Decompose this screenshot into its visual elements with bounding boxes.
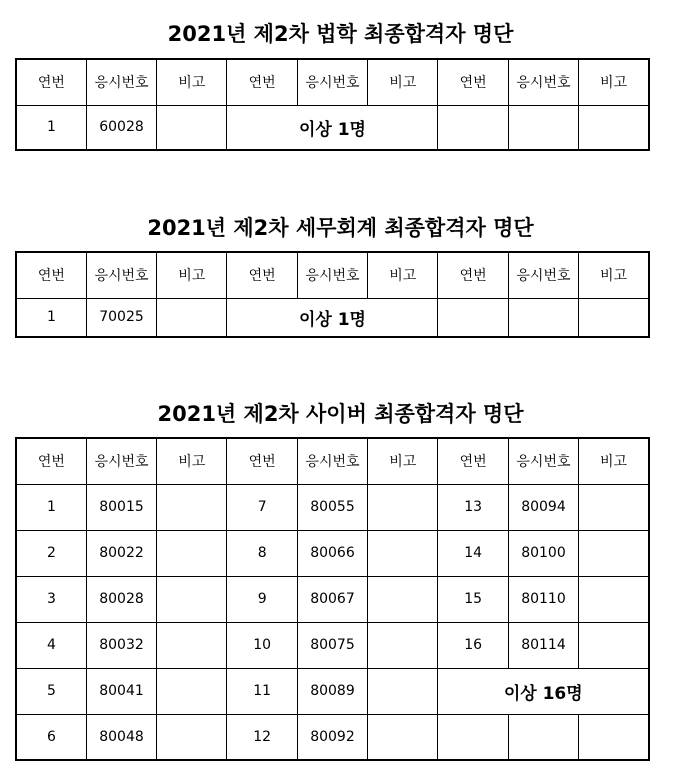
column-header: 연번 [227, 59, 297, 105]
table-row [16, 530, 649, 576]
table-cell [368, 576, 438, 622]
table-row [16, 668, 649, 714]
table-cell: 80032 [86, 622, 156, 668]
table-cell: 1 [16, 298, 86, 337]
column-header: 응시번호 [297, 252, 367, 298]
table-cell: 80089 [297, 668, 367, 714]
table-cell: 6 [16, 714, 86, 760]
table-cell: 70025 [86, 298, 156, 337]
column-header: 연번 [438, 252, 508, 298]
table-cell [579, 622, 649, 668]
table-cell: 80114 [508, 622, 578, 668]
table-row [16, 298, 649, 337]
table-cell: 8 [227, 530, 297, 576]
table-cell [368, 622, 438, 668]
table-cell: 80028 [86, 576, 156, 622]
table-cell: 14 [438, 530, 508, 576]
table-cell: 80110 [508, 576, 578, 622]
column-header: 연번 [16, 252, 86, 298]
column-header: 비고 [579, 59, 649, 105]
table-cell [438, 298, 508, 337]
section-title-law: 2021년 제2차 법학 최종합격자 명단 [167, 22, 514, 46]
table-cell: 80022 [86, 530, 156, 576]
column-header: 비고 [157, 252, 227, 298]
table-cell: 16 [438, 622, 508, 668]
column-header: 응시번호 [297, 59, 367, 105]
column-header: 비고 [157, 59, 227, 105]
column-header: 연번 [438, 59, 508, 105]
table-cell [508, 105, 578, 150]
column-header: 연번 [16, 59, 86, 105]
table-cell [157, 576, 227, 622]
column-header: 비고 [368, 252, 438, 298]
table-cell: 3 [16, 576, 86, 622]
table-cell: 80055 [297, 484, 367, 530]
column-header: 연번 [227, 438, 297, 484]
header-row [16, 438, 649, 484]
table-row [16, 714, 649, 760]
table-cell: 5 [16, 668, 86, 714]
header-row [16, 252, 649, 298]
table-cell: 60028 [86, 105, 156, 150]
section-title-tax-accounting: 2021년 제2차 세무회계 최종합격자 명단 [147, 216, 534, 240]
table-cell: 80067 [297, 576, 367, 622]
column-header: 응시번호 [508, 438, 578, 484]
table-cell [438, 105, 508, 150]
table-cell [157, 530, 227, 576]
table-cell: 2 [16, 530, 86, 576]
column-header: 연번 [227, 252, 297, 298]
table-cell: 80100 [508, 530, 578, 576]
table-cell: 80075 [297, 622, 367, 668]
header-row [16, 59, 649, 105]
column-header: 응시번호 [86, 252, 156, 298]
table-cell [157, 668, 227, 714]
table-cell [438, 714, 508, 760]
column-header: 비고 [368, 438, 438, 484]
table-cell: 12 [227, 714, 297, 760]
table-cell [579, 714, 649, 760]
table-cell: 80048 [86, 714, 156, 760]
table-cell [579, 105, 649, 150]
table-cell: 4 [16, 622, 86, 668]
table-cell: 10 [227, 622, 297, 668]
table-cell: 13 [438, 484, 508, 530]
table-row [16, 484, 649, 530]
column-header: 응시번호 [86, 438, 156, 484]
column-header: 비고 [579, 438, 649, 484]
section-title-cyber: 2021년 제2차 사이버 최종합격자 명단 [157, 402, 524, 426]
table-cell: 11 [227, 668, 297, 714]
table-cell [508, 714, 578, 760]
total-count-cell: 이상 16명 [438, 668, 649, 714]
column-header: 응시번호 [297, 438, 367, 484]
table-cell [368, 714, 438, 760]
table-cell: 80092 [297, 714, 367, 760]
table-cell: 80015 [86, 484, 156, 530]
table-cell: 1 [16, 484, 86, 530]
table-cyber [15, 437, 650, 761]
column-header: 응시번호 [508, 59, 578, 105]
table-cell [368, 668, 438, 714]
table-tax-accounting [15, 251, 650, 338]
column-header: 연번 [438, 438, 508, 484]
total-count-cell: 이상 1명 [227, 105, 438, 150]
table-cell [579, 530, 649, 576]
table-cell [579, 484, 649, 530]
table-cell: 9 [227, 576, 297, 622]
column-header: 비고 [368, 59, 438, 105]
table-cell [157, 105, 227, 150]
table-law [15, 58, 650, 151]
column-header: 응시번호 [508, 252, 578, 298]
table-cell [368, 530, 438, 576]
table-cell [157, 714, 227, 760]
table-cell [508, 298, 578, 337]
table-cell [579, 298, 649, 337]
column-header: 비고 [579, 252, 649, 298]
total-count-cell: 이상 1명 [227, 298, 438, 337]
table-cell: 15 [438, 576, 508, 622]
table-cell: 80041 [86, 668, 156, 714]
table-cell [368, 484, 438, 530]
column-header: 응시번호 [86, 59, 156, 105]
table-row [16, 622, 649, 668]
table-cell [157, 484, 227, 530]
column-header: 비고 [157, 438, 227, 484]
table-cell: 1 [16, 105, 86, 150]
column-header: 연번 [16, 438, 86, 484]
table-cell [579, 576, 649, 622]
table-row [16, 105, 649, 150]
table-cell [157, 298, 227, 337]
table-cell: 80094 [508, 484, 578, 530]
table-row [16, 576, 649, 622]
table-cell: 7 [227, 484, 297, 530]
table-cell: 80066 [297, 530, 367, 576]
table-cell [157, 622, 227, 668]
